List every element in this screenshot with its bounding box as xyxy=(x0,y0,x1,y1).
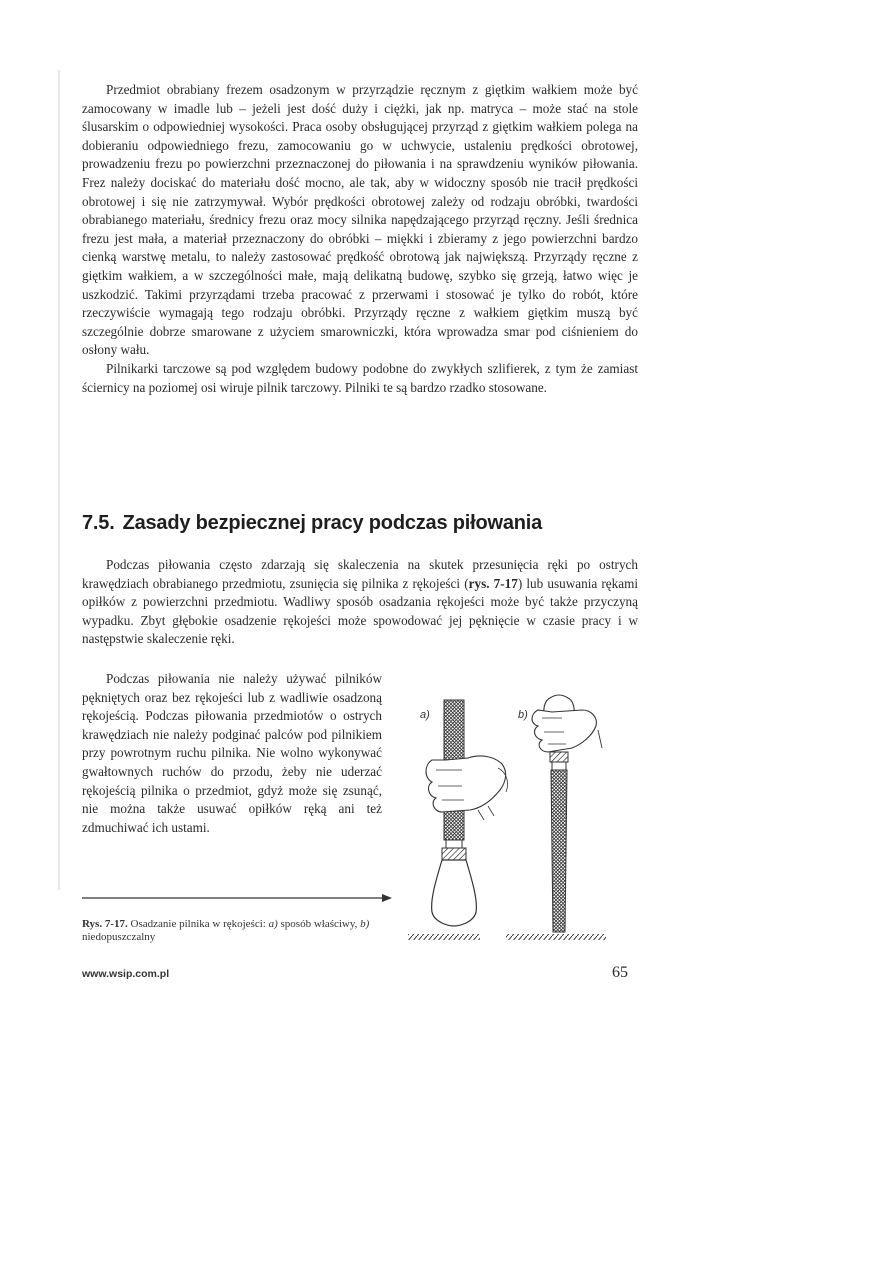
figure-a-correct xyxy=(408,700,508,940)
paragraph-injuries-start: Podczas piłowania często zdarzają się skaleczenia na skutek przesunięcia ręki po ostrych krawędziach obrabianego przedmiotu, zsunięcia się pilnika z rękojeści ( xyxy=(82,557,638,591)
page-number: 65 xyxy=(612,964,628,981)
text-block-safety xyxy=(82,556,638,649)
figure-caption xyxy=(82,918,394,944)
caption-label: Rys. 7-17. xyxy=(82,918,128,930)
figure-b-incorrect xyxy=(506,695,606,940)
section-title: Zasady bezpiecznej pracy podczas piłowania xyxy=(122,512,543,534)
figure-label-b: b) xyxy=(518,709,528,721)
paragraph-file-rules: Podczas piłowania nie należy używać pilników pękniętych oraz bez rękojeści lub z wadliwie osadzoną rękojeścią. Podczas piłowania przedmiotów o ostrych krawędziach nie należy podginać palców pod pilnikiem przy powrotnym ruchu pilnika. Nie wolno wykonywać gwałtownych ruchów do przodu, żeby nie uderzać rękojeścią pilnika o przedmiot, gdyż może się zsunąć, nie można także usuwać opiłków ręką ani też zdmuchiwać ich ustami. xyxy=(82,671,382,835)
file-handle-illustration xyxy=(402,690,642,945)
caption-text-2: sposób właściwy, xyxy=(277,918,361,930)
footer-url: www.wsip.com.pl xyxy=(82,968,170,980)
section-heading xyxy=(82,512,542,535)
figure-reference: rys. 7-17 xyxy=(468,575,518,591)
caption-b: b) xyxy=(360,918,370,930)
paragraph-disc-filers: Pilnikarki tarczowe są pod względem budowy podobne do zwykłych szlifierek, z tym że zamiast ściernicy na poziomej osi wiruje pilnik tarczowy. Pilniki te są bardzo rzadko stosowane. xyxy=(82,360,638,395)
section-number: 7.5. xyxy=(82,512,115,534)
scan-edge-shadow xyxy=(58,70,60,890)
paragraph-injuries xyxy=(82,556,638,649)
caption-text-3: niedopuszczalny xyxy=(82,931,156,943)
text-block-intro xyxy=(82,81,638,397)
caption-arrow-icon xyxy=(82,892,392,904)
text-block-side xyxy=(82,670,382,837)
paragraph-injuries-end: ) lub usuwania rękami opiłków z powierzchni przedmiotu. Wadliwy sposób osadzania rękojeści może być także przyczyną wypadku. Zbyt głębokie osadzenie rękojeści może spowodować jej pęknięcie w czasie pracy i w następstwie skaleczenie ręki. xyxy=(82,575,638,647)
paragraph-flexible-shaft: Przedmiot obrabiany frezem osadzonym w przyrządzie ręcznym z giętkim wałkiem może być zamocowany w imadle lub – jeżeli jest dość duży i ciężki, jak np. matryca – może stać na stole ślusarskim o odpowiedniej wysokości. Praca osoby obsługującej przyrząd z giętkim wałkiem polega na dobieraniu odpowiedniego frezu, zamocowaniu go w uchwycie, ustaleniu prędkości obrotowej, prowadzeniu frezu po powierzchni przeznaczonej do piłowania i na sprawdzeniu wyników piłowania. Frez należy dociskać do materiału dość mocno, ale tak, aby w widoczny sposób nie tracił prędkości obrotowej i się nie zatrzymywał. Wybór prędkości obrotowej zależy od rodzaju obróbki, twardości obrabianego materiału, średnicy frezu oraz mocy silnika napędzającego przyrząd ręczny. Jeśli średnica frezu jest mała, a materiał przeznaczony do obróbki – miękki i zbieramy z jego powierzchni bardzo cienką warstwę metalu, to należy zastosować prędkość obrotową jak największą. Przyrządy ręczne z giętkim wałkiem, a w szczególności małe, mają delikatną budowę, szybko się grzeją, łatwo więc je uszkodzić. Takimi przyrządami trzeba pracować z przerwami i stosować je tylko do robót, które rzeczywiście wymagają tego rodzaju obróbki. Przyrządy ręczne z wałkiem giętkim muszą być szczególnie dobrze smarowane z użyciem smarowniczki, która wprowadza smar pod ciśnieniem do osłony wału. xyxy=(82,82,638,358)
figure-label-a: a) xyxy=(420,709,430,721)
caption-text-1: Osadzanie pilnika w rękojeści: xyxy=(127,918,269,930)
caption-a: a) xyxy=(268,918,278,930)
